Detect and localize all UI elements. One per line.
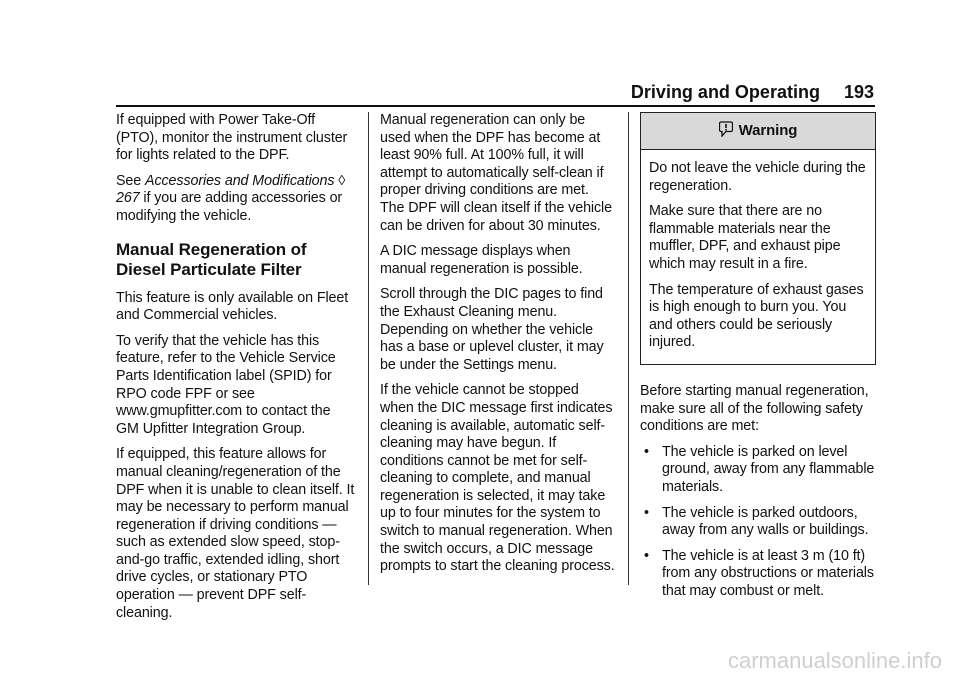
paragraph: This feature is only available on Fleet and Commercial vehicles.: [116, 289, 349, 324]
section-title: Driving and Operating: [630, 82, 820, 102]
paragraph: Manual regeneration can only be used when the DPF has become at least 90% full. At 100% full, it will attempt to automatically self-clean if proper driving conditions are met. The DPF will clean itself if the vehicle can be driven for about 30 minutes.: [380, 112, 612, 234]
warning-paragraph: Make sure that there are no flammable materials near the muffler, DPF, and exhaust pipe which may result in a fire.: [649, 203, 841, 272]
paragraph: Before starting manual regeneration, make sure all of the following safety conditions are met:: [640, 382, 869, 435]
column-divider: [628, 112, 629, 585]
warning-box: [640, 112, 876, 365]
list-item: [640, 444, 876, 497]
paragraph: Scroll through the DIC pages to find the Exhaust Cleaning menu. Depending on whether the vehicle has a base or uplevel cluster, it may be under the Settings menu.: [380, 286, 604, 373]
text: if you are adding accessories or modifying the vehicle.: [116, 190, 343, 224]
bullet-icon: •: [644, 443, 649, 460]
page-number: 193: [843, 82, 874, 102]
bullet-icon: •: [644, 547, 649, 564]
bullet-icon: •: [644, 504, 649, 521]
watermark: carmanualsonline.info: [727, 648, 942, 673]
paragraph: If equipped with Power Take-Off (PTO), monitor the instrument cluster for lights related to the DPF.: [116, 112, 348, 164]
paragraph: If the vehicle cannot be stopped when the DIC message first indicates cleaning is available, automatic self-cleaning may have begun. If conditions cannot be met for self-cleaning to complete, and manual regeneration is selected, it may take up to four minutes for the system to switch to manual regeneration. When the switch occurs, a DIC message prompts to start the cleaning process.: [380, 382, 615, 575]
condition-list: [640, 444, 876, 601]
section-heading: Manual Regeneration of Diesel Particulate Filter: [116, 239, 307, 279]
list-item: [640, 505, 876, 540]
cross-reference-link[interactable]: Accessories and Modifications: [145, 172, 335, 189]
warning-paragraph: The temperature of exhaust gases is high enough to burn you. You and others could be seriously injured.: [649, 281, 864, 351]
page-ref-number[interactable]: 267: [116, 190, 140, 207]
paragraph: If equipped, this feature allows for manual cleaning/regeneration of the DPF when it is unable to clean itself. It may be necessary to perform manual regeneration if driving conditions — such as extended slow speed, stop-and-go traffic, extended idling, short drive cycles, or stationary PTO operation — prevent DPF self-cleaning.: [116, 446, 355, 621]
list-item: [640, 548, 876, 601]
warning-header: [641, 113, 875, 150]
list-item-text: The vehicle is parked on level ground, away from any flammable materials.: [662, 443, 875, 495]
list-item-text: The vehicle is at least 3 m (10 ft) from any obstructions or materials that may combust or melt.: [662, 547, 874, 599]
warning-paragraph: Do not leave the vehicle during the regeneration.: [649, 160, 866, 194]
warning-title: Warning: [738, 122, 798, 140]
warning-bubble-icon: [719, 121, 733, 142]
column-2: [380, 112, 616, 584]
header-rule: [116, 105, 875, 107]
column-1: [116, 112, 356, 630]
page-ref-icon: ◊: [338, 172, 346, 189]
paragraph: A DIC message displays when manual regeneration is possible.: [380, 243, 583, 277]
page-header: [631, 82, 874, 103]
column-3: [640, 112, 876, 608]
text: See: [116, 172, 146, 189]
list-item-text: The vehicle is parked outdoors, away from any walls or buildings.: [662, 504, 869, 539]
paragraph-see-reference: [116, 173, 356, 226]
column-divider: [368, 112, 369, 585]
paragraph: To verify that the vehicle has this feature, refer to the Vehicle Service Parts Identification label (SPID) for RPO code FPF or see www.gmupfitter.com to contact the GM Upfitter Integration Group.: [116, 332, 336, 437]
warning-body: [641, 150, 875, 364]
